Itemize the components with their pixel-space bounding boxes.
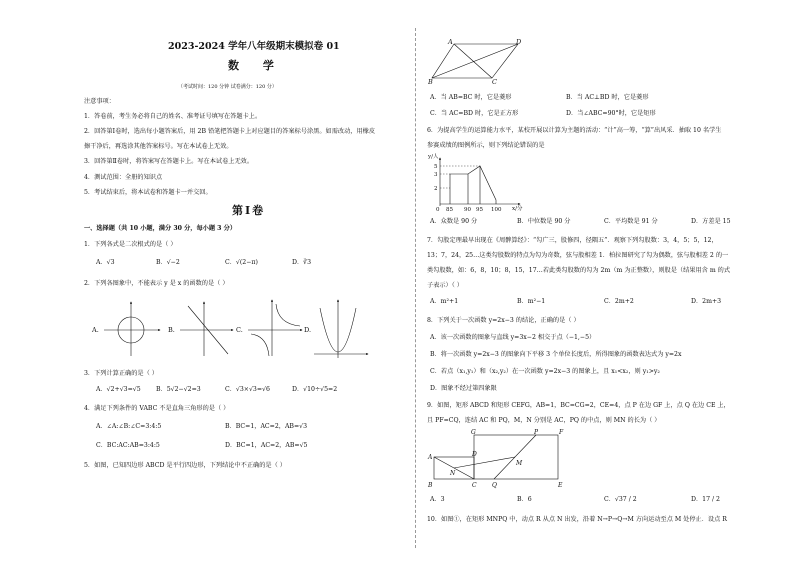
- q6-x-tick: 100: [491, 207, 502, 213]
- q6-x-tick: 95: [476, 207, 483, 213]
- q3-stem: 3．下列计算正确的是（ ）: [84, 370, 158, 377]
- fig9-label-g: G: [471, 429, 476, 436]
- fig5-label-a: A: [448, 38, 453, 46]
- fig5-label-b: B: [428, 78, 433, 86]
- q1-option-b: B．√−2: [156, 259, 180, 266]
- q9-option-c: C．√37 / 2: [604, 496, 637, 503]
- q1-stem: 1．下列各式是二次根式的是（ ）: [84, 241, 177, 248]
- subject-title: 数 学: [228, 59, 284, 72]
- q8-option-b: B．将一次函数 y=2x−3 的图象向下平移 3 个单位长度后，所得图象的函数表达式为 y=2x: [430, 351, 682, 358]
- notice-heading: 注意事项：: [84, 98, 115, 105]
- notice-item: 5．考试结束后，将本试卷和答题卡一并交回。: [84, 189, 212, 196]
- q4-option-d: D．BC=1，AC=2，AB=√5: [225, 442, 308, 449]
- q6-y-tick: 3: [434, 172, 438, 178]
- fig5-label-d: D: [516, 38, 522, 46]
- fig9-label-m: M: [516, 460, 523, 467]
- notice-item: 2．回答第Ⅰ卷时，选出每小题答案后，用 2B 铅笔把答题卡上对应题目的答案标号涂黑。如需改动，用橡皮: [84, 128, 376, 135]
- q6-line1: 6．为提高学生的运算能力水平，某校开展以计算为主题的活动：“计”高一筹，“算”出风采．抽取 10 名学生: [427, 127, 722, 134]
- q4-option-c: C．BC:AC:AB=3:4:5: [96, 442, 160, 449]
- fig9-label-q: Q: [492, 482, 497, 489]
- q4-option-b: B．BC=1，AC=2，AB=√3: [225, 423, 308, 430]
- q9-option-b: B．6: [517, 496, 532, 503]
- q1-option-c: C．√(2−π): [225, 259, 258, 266]
- q3-option-c: C．√3×√3=√6: [225, 386, 270, 393]
- q6-line2: 参赛成绩的图例所示，则下列结论错误的是: [427, 142, 545, 149]
- q7-line3: 类勾股数，如：6，8，10；8，15，17…若此类勾股数的勾为 2m（m 为正整数），则股是（结果用含 m 的式: [427, 267, 731, 274]
- fig9-label-p: P: [534, 429, 539, 436]
- notice-item: 3．回答第Ⅱ卷时，将答案写在答题卡上。写在本试卷上无效。: [84, 158, 254, 165]
- q6-y-tick: 5: [434, 164, 438, 170]
- q7-option-a: A．m²+1: [430, 298, 459, 305]
- q9-option-a: A．3: [430, 496, 445, 503]
- q4-stem: 4．满足下列条件的 VABC 不是直角三角形的是（ ）: [84, 405, 230, 412]
- q6-y-axis-label: y/人: [428, 154, 439, 160]
- fig9-label-b: B: [428, 482, 433, 489]
- q2-label-b: B.: [168, 326, 175, 334]
- q9-line2: 且 PF=CQ，连结 AC 和 PQ，M，N 分别是 AC，PQ 的中点，则 MN 的长为（ ）: [427, 417, 661, 424]
- section-title: 第Ⅰ卷: [232, 204, 266, 217]
- column-divider: [415, 28, 416, 548]
- part-heading: 一、选择题（共 10 小题，满分 30 分，每小题 3 分）: [84, 225, 237, 232]
- fig9-label-c: C: [472, 482, 477, 489]
- fig9-label-n: N: [450, 470, 456, 477]
- q4-option-a: A．∠A:∠B:∠C=3:4:5: [96, 423, 162, 430]
- q1-option-d: D．∛3: [292, 259, 312, 266]
- fig9-label-e: E: [558, 482, 563, 489]
- q3-option-a: A．√2+√3=√5: [96, 386, 141, 393]
- q6-x-axis-label: x/分: [512, 206, 523, 212]
- notice-item: 1．答卷前，考生务必将自己的姓名、准考证号填写在答题卡上。: [84, 113, 262, 120]
- q7-option-d: D．2m+3: [691, 298, 722, 305]
- q8-option-d: D．图象不经过第四象限: [430, 385, 497, 392]
- q2-label-c: C.: [236, 326, 243, 334]
- q6-x-tick: 85: [446, 207, 453, 213]
- q3-option-b: B．5√2−√2=3: [156, 386, 201, 393]
- q6-option-a: A．众数是 90 分: [430, 218, 478, 225]
- q9-line1: 9．如图，矩形 ABCD 和矩形 CEFG，AB=1，BC=CG=2，CE=4，点 P 在边 GF 上，点 Q 在边 CE 上，: [427, 402, 730, 409]
- q6-x-tick: 90: [464, 207, 471, 213]
- fig9-label-d: D: [472, 451, 477, 458]
- q5-option-d: D．当∠ABC=90°时，它是矩形: [566, 110, 656, 117]
- q1-option-a: A．√3: [96, 259, 115, 266]
- q7-line1: 7．勾股定理最早出现在《周髀算经》：“勾广三，股修四，径隅五”．观察下列勾股数：3，4，5；5，12，: [427, 237, 718, 244]
- q2-stem: 2．下列各图象中，不能表示 y 是 x 的函数的是（ ）: [84, 280, 229, 287]
- q5-parallelogram-figure: [428, 38, 524, 86]
- fig9-label-a: A: [428, 454, 433, 461]
- q3-option-d: D．√10÷√5=2: [292, 386, 338, 393]
- q9-option-d: D．17 / 2: [691, 496, 720, 503]
- q7-line2: 13；7，24，25…这类勾股数的特点为勾为奇数，弦与股相差 1．柏拉图研究了勾为偶数，弦与股相差 2 的一: [427, 252, 729, 259]
- q5-option-c: C．当 AC=BD 时，它是正方形: [430, 110, 519, 117]
- q5-option-a: A．当 AB=BC 时，它是菱形: [430, 94, 512, 101]
- q8-stem: 8．下列关于一次函数 y=2x−3 的结论，正确的是（ ）: [427, 317, 580, 324]
- q2-graphs: [88, 296, 380, 362]
- q6-option-d: D．方差是 15: [691, 218, 731, 225]
- q5-option-b: B．当 AC⊥BD 时，它是菱形: [566, 94, 649, 101]
- fig5-label-c: C: [492, 78, 497, 86]
- q6-option-c: C．平均数是 91 分: [604, 218, 658, 225]
- q6-x-tick: 0: [436, 207, 440, 213]
- exam-title: 2023-2024 学年八年级期末模拟卷 01: [168, 41, 340, 52]
- exam-info: （考试时间：120 分钟 试卷满分：120 分）: [178, 84, 277, 90]
- q5-stem: 5．如图，已知四边形 ABCD 是平行四边形，下列结论中不正确的是（ ）: [84, 462, 286, 469]
- q8-option-a: A．该一次函数的图象与直线 y=3x−2 相交于点（−1,−5）: [430, 334, 596, 341]
- q7-line4: 子表示）（ ）: [427, 282, 463, 289]
- notice-item: 擦干净后，再选涂其他答案标号。写在本试卷上无效。: [84, 143, 233, 150]
- q2-label-a: A.: [92, 326, 99, 334]
- q6-y-tick: 2: [434, 186, 438, 192]
- q7-option-b: B．m²−1: [517, 298, 546, 305]
- q2-label-d: D.: [304, 326, 312, 334]
- q9-rectangles-figure: [426, 427, 576, 491]
- q8-option-c: C．若点（x₁,y₁）和（x₂,y₂）在一次函数 y=2x−3 的图象上，且 x₁<x₂，则 y₁>y₂: [430, 368, 660, 375]
- q7-option-c: C．2m+2: [604, 298, 634, 305]
- q6-score-chart: [428, 152, 528, 214]
- q6-option-b: B．中位数是 90 分: [517, 218, 571, 225]
- fig9-label-f: F: [559, 429, 564, 436]
- q10-line1: 10．如图①，在矩形 MNPQ 中，动点 R 从点 N 出发，沿着 N→P→Q→M 方向运动至点 M 处停止．设点 R: [427, 516, 727, 523]
- notice-item: 4．测试范围：全册的知识点: [84, 174, 163, 181]
